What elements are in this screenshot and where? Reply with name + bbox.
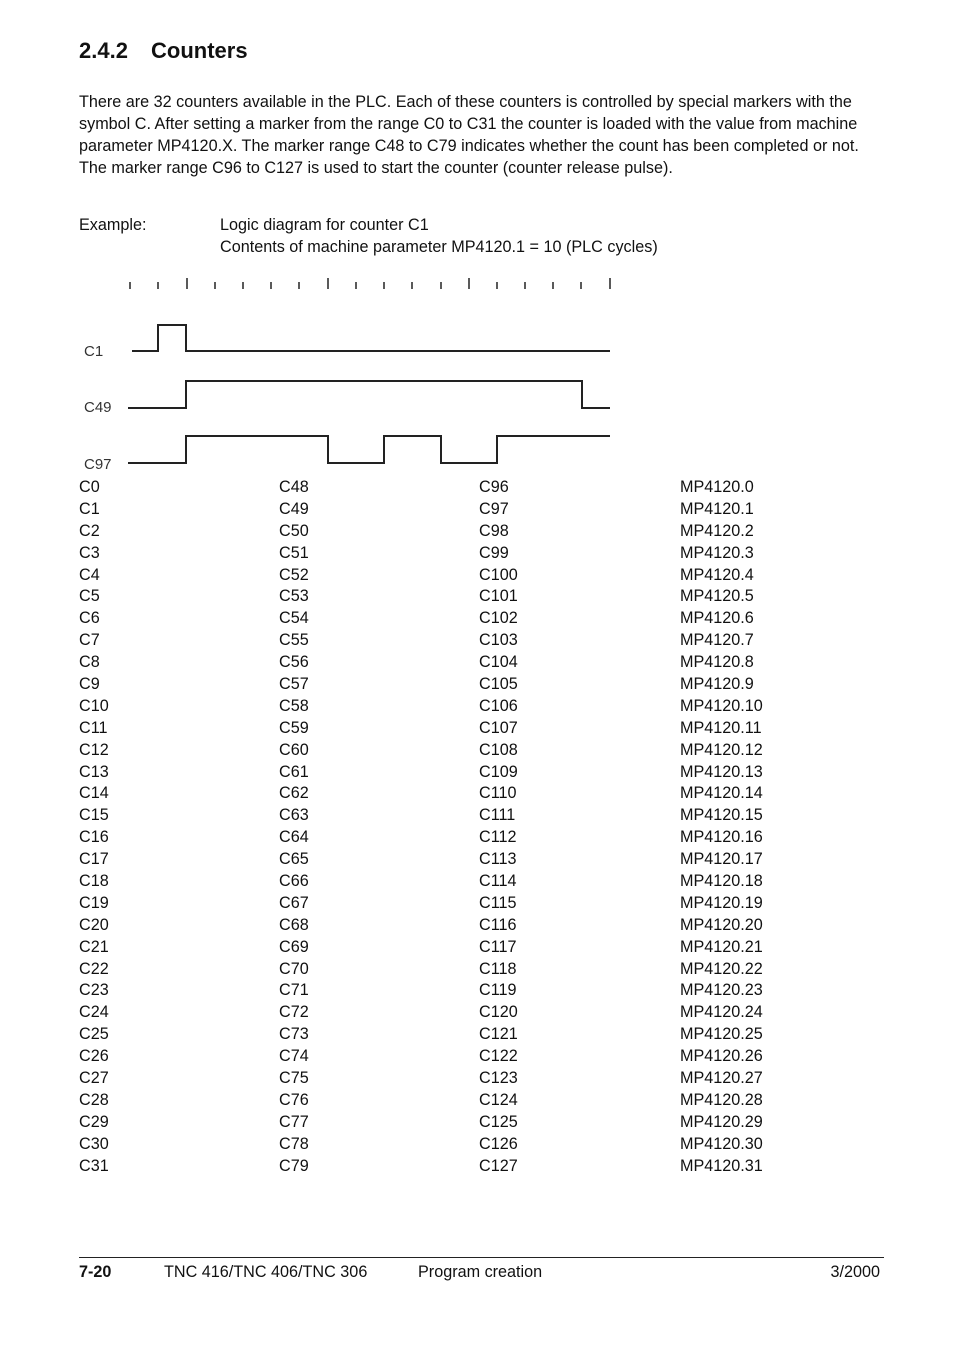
- table-row: [79, 1090, 879, 1112]
- table-cell: C19: [79, 893, 109, 912]
- table-cell: C123: [479, 1069, 518, 1088]
- table-cell: MP4120.12: [680, 740, 763, 759]
- table-cell: C11: [79, 718, 108, 737]
- signal-label-c97: C97: [84, 456, 112, 473]
- example-label: Example:: [79, 216, 147, 234]
- table-row: [79, 1002, 879, 1024]
- table-cell: MP4120.29: [680, 1112, 763, 1131]
- table-cell: C115: [479, 893, 517, 912]
- table-cell: C25: [79, 1025, 109, 1044]
- table-cell: C23: [79, 981, 109, 1000]
- table-cell: MP4120.13: [680, 762, 763, 781]
- table-cell: C52: [279, 565, 309, 584]
- table-cell: C5: [79, 587, 100, 606]
- table-cell: C30: [79, 1134, 109, 1153]
- table-cell: C97: [479, 499, 509, 518]
- table-cell: MP4120.19: [680, 893, 763, 912]
- table-cell: C48: [279, 478, 309, 496]
- table-cell: C77: [279, 1112, 309, 1131]
- table-cell: C127: [479, 1156, 518, 1175]
- table-cell: C20: [79, 915, 109, 934]
- table-cell: C79: [279, 1156, 309, 1175]
- table-cell: C109: [479, 762, 518, 781]
- table-cell: C96: [479, 478, 509, 496]
- table-cell: C53: [279, 587, 309, 606]
- table-cell: C104: [479, 653, 518, 672]
- table-cell: C124: [479, 1090, 518, 1109]
- signal-c49-waveform: [128, 381, 610, 408]
- signal-label-c49: C49: [84, 399, 112, 416]
- table-cell: C54: [279, 609, 309, 628]
- table-cell: C58: [279, 696, 309, 715]
- table-cell: C122: [479, 1047, 518, 1066]
- table-cell: C9: [79, 675, 100, 694]
- table-cell: C50: [279, 521, 309, 540]
- table-cell: C1: [79, 499, 100, 518]
- table-row: [79, 937, 879, 959]
- table-row: [79, 1112, 879, 1134]
- table-cell: MP4120.4: [680, 565, 754, 584]
- table-cell: MP4120.25: [680, 1025, 763, 1044]
- table-row: [79, 915, 879, 937]
- table-cell: C64: [279, 828, 309, 847]
- table-cell: C114: [479, 872, 517, 891]
- table-cell: C121: [479, 1025, 518, 1044]
- table-cell: MP4120.17: [680, 850, 763, 869]
- table-cell: C14: [79, 784, 109, 803]
- table-cell: C72: [279, 1003, 309, 1022]
- table-cell: C29: [79, 1112, 109, 1131]
- table-cell: C103: [479, 631, 518, 650]
- intro-paragraph: There are 32 counters available in the PLC. Each of these counters is controlled by special markers with the symbol C. After setting a marker from the range C0 to C31 the counter is loaded with the value from machine parameter MP4120.X. The marker range C48 to C79 indicates whether the count has been completed or not. The marker range C96 to C127 is used to start the counter (counter release pulse).: [79, 93, 859, 177]
- table-cell: C57: [279, 675, 309, 694]
- signal-label-c1: C1: [84, 343, 104, 360]
- table-cell: C60: [279, 740, 309, 759]
- table-cell: C28: [79, 1090, 109, 1109]
- table-row: [79, 630, 879, 652]
- table-cell: C75: [279, 1069, 309, 1088]
- table-row: [79, 805, 879, 827]
- footer-section: Program creation: [418, 1263, 543, 1281]
- table-cell: C98: [479, 521, 509, 540]
- section-number: 2.4.2: [79, 38, 128, 63]
- table-cell: C31: [79, 1156, 109, 1175]
- table-cell: C56: [279, 653, 309, 672]
- table-row: [79, 608, 879, 630]
- table-cell: C2: [79, 521, 100, 540]
- table-cell: C21: [79, 937, 109, 956]
- table-cell: MP4120.28: [680, 1090, 763, 1109]
- table-cell: C7: [79, 631, 100, 650]
- table-cell: C63: [279, 806, 309, 825]
- table-cell: C102: [479, 609, 518, 628]
- signal-c97-waveform: [128, 436, 610, 463]
- table-row: [79, 827, 879, 849]
- table-cell: MP4120.18: [680, 872, 763, 891]
- table-cell: C99: [479, 543, 509, 562]
- table-cell: C16: [79, 828, 109, 847]
- table-cell: MP4120.9: [680, 675, 754, 694]
- table-cell: C22: [79, 959, 109, 978]
- section-title: Counters: [151, 38, 248, 63]
- table-row: [79, 674, 879, 696]
- table-cell: MP4120.23: [680, 981, 763, 1000]
- table-cell: C113: [479, 850, 517, 869]
- table-cell: C71: [279, 981, 309, 1000]
- section-heading: [79, 38, 248, 64]
- table-cell: C49: [279, 499, 309, 518]
- table-cell: C26: [79, 1047, 109, 1066]
- table-cell: C120: [479, 1003, 518, 1022]
- signal-c1-waveform: [132, 325, 610, 351]
- table-cell: C24: [79, 1003, 109, 1022]
- cycle-ticks: [130, 278, 610, 289]
- table-row: [79, 652, 879, 674]
- table-cell: C59: [279, 718, 309, 737]
- table-cell: C110: [479, 784, 517, 803]
- table-row: [79, 499, 879, 521]
- table-cell: C73: [279, 1025, 309, 1044]
- table-cell: MP4120.16: [680, 828, 763, 847]
- table-cell: MP4120.11: [680, 718, 762, 737]
- table-cell: C69: [279, 937, 309, 956]
- table-cell: C116: [479, 915, 517, 934]
- table-cell: C108: [479, 740, 518, 759]
- table-cell: C8: [79, 653, 100, 672]
- table-row: [79, 871, 879, 893]
- table-cell: MP4120.31: [680, 1156, 763, 1175]
- table-cell: MP4120.26: [680, 1047, 763, 1066]
- table-cell: C4: [79, 565, 100, 584]
- table-cell: MP4120.27: [680, 1069, 763, 1088]
- table-cell: C112: [479, 828, 517, 847]
- table-row: [79, 1134, 879, 1156]
- table-cell: MP4120.8: [680, 653, 754, 672]
- table-cell: MP4120.2: [680, 521, 754, 540]
- table-cell: C0: [79, 478, 100, 496]
- footer-model: TNC 416/TNC 406/TNC 306: [164, 1263, 368, 1281]
- table-row: [79, 477, 879, 499]
- counter-marker-table: [79, 477, 879, 1178]
- table-cell: C111: [479, 806, 516, 825]
- table-cell: C61: [279, 762, 309, 781]
- table-cell: C101: [479, 587, 518, 606]
- table-cell: C65: [279, 850, 309, 869]
- table-cell: C106: [479, 696, 518, 715]
- table-cell: C17: [79, 850, 109, 869]
- table-cell: MP4120.3: [680, 543, 754, 562]
- table-row: [79, 1156, 879, 1178]
- table-row: [79, 521, 879, 543]
- table-row: [79, 762, 879, 784]
- table-cell: C118: [479, 959, 517, 978]
- table-row: [79, 1068, 879, 1090]
- table-cell: MP4120.10: [680, 696, 763, 715]
- table-row: [79, 849, 879, 871]
- example-line-1: Logic diagram for counter C1: [220, 216, 429, 234]
- table-cell: MP4120.7: [680, 631, 754, 650]
- example-line-2: Contents of machine parameter MP4120.1 = 10 (PLC cycles): [220, 238, 658, 256]
- table-cell: C125: [479, 1112, 518, 1131]
- table-cell: C13: [79, 762, 109, 781]
- table-cell: C51: [279, 543, 309, 562]
- table-row: [79, 718, 879, 740]
- table-cell: MP4120.0: [680, 478, 754, 496]
- table-row: [79, 1046, 879, 1068]
- table-row: [79, 893, 879, 915]
- table-cell: C100: [479, 565, 518, 584]
- table-cell: MP4120.15: [680, 806, 763, 825]
- table-row: [79, 959, 879, 981]
- table-cell: C119: [479, 981, 517, 1000]
- table-cell: C68: [279, 915, 309, 934]
- table-cell: C78: [279, 1134, 309, 1153]
- table-cell: MP4120.20: [680, 915, 763, 934]
- table-cell: C107: [479, 718, 518, 737]
- table-row: [79, 783, 879, 805]
- table-cell: C70: [279, 959, 309, 978]
- table-row: [79, 980, 879, 1002]
- table-row: [79, 543, 879, 565]
- table-cell: C15: [79, 806, 109, 825]
- table-cell: MP4120.5: [680, 587, 754, 606]
- table-cell: MP4120.30: [680, 1134, 763, 1153]
- table-cell: C105: [479, 675, 518, 694]
- table-cell: C55: [279, 631, 309, 650]
- table-row: [79, 565, 879, 587]
- table-row: [79, 586, 879, 608]
- table-cell: MP4120.14: [680, 784, 763, 803]
- table-cell: C18: [79, 872, 109, 891]
- table-cell: C62: [279, 784, 309, 803]
- table-row: [79, 696, 879, 718]
- table-cell: MP4120.22: [680, 959, 763, 978]
- table-cell: MP4120.1: [680, 499, 754, 518]
- footer-date: 3/2000: [830, 1263, 880, 1281]
- table-cell: C74: [279, 1047, 309, 1066]
- table-row: [79, 1024, 879, 1046]
- table-cell: C27: [79, 1069, 109, 1088]
- footer-page-number: 7-20: [79, 1263, 112, 1281]
- table-cell: C66: [279, 872, 309, 891]
- table-cell: MP4120.24: [680, 1003, 763, 1022]
- table-cell: C10: [79, 696, 109, 715]
- table-cell: MP4120.6: [680, 609, 754, 628]
- table-cell: C67: [279, 893, 309, 912]
- table-cell: C76: [279, 1090, 309, 1109]
- table-cell: C12: [79, 740, 109, 759]
- table-row: [79, 740, 879, 762]
- table-cell: C3: [79, 543, 100, 562]
- table-cell: C6: [79, 609, 100, 628]
- table-cell: MP4120.21: [680, 937, 763, 956]
- table-cell: C126: [479, 1134, 518, 1153]
- logic-diagram: [0, 270, 954, 470]
- footer-rule: [79, 1257, 884, 1258]
- table-cell: C117: [479, 937, 517, 956]
